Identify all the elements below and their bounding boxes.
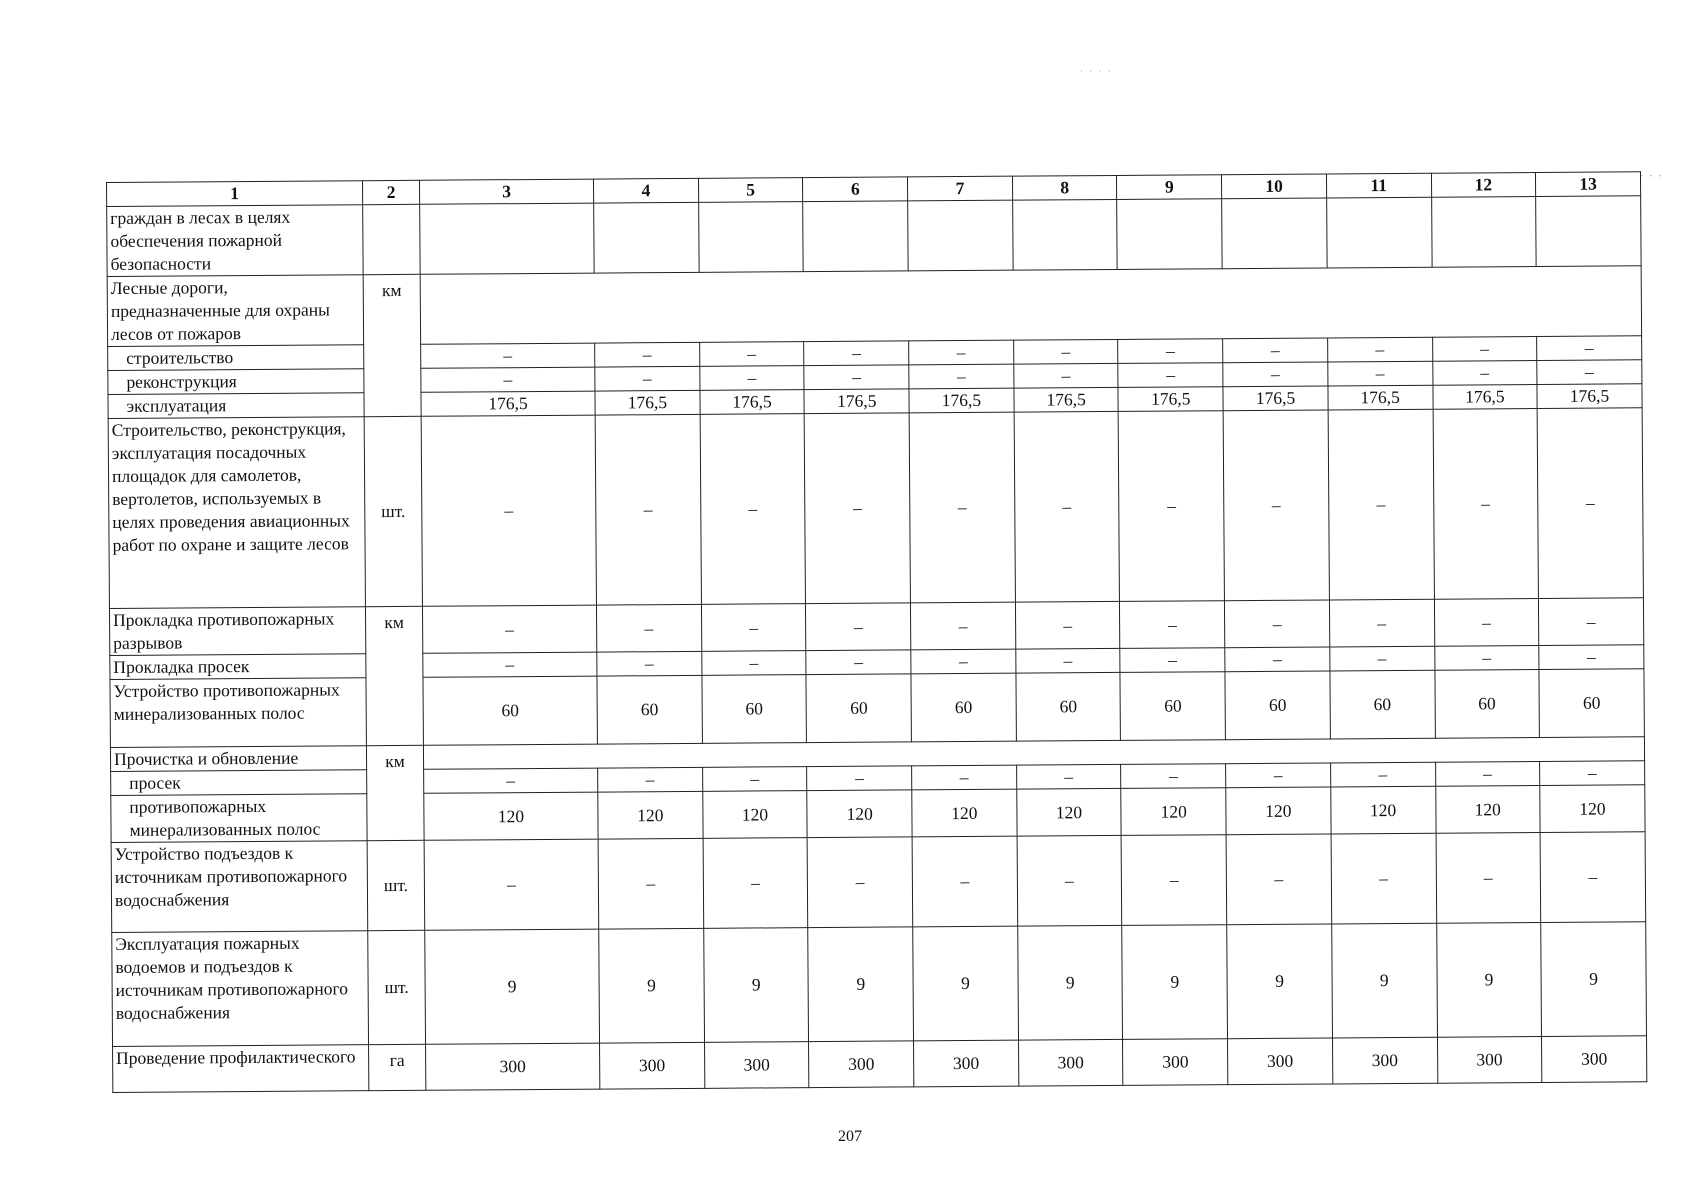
value-cell: – (1432, 337, 1537, 362)
value-cell: 300 (1018, 1039, 1123, 1086)
row-label: эксплуатация (108, 393, 364, 419)
value-cell (698, 202, 803, 273)
value-cell: 300 (1437, 1036, 1542, 1083)
scan-artifact: - - - (1640, 170, 1664, 180)
value-cell: 9 (1436, 923, 1541, 1038)
value-cell: 9 (808, 927, 913, 1042)
value-cell: – (1226, 763, 1331, 788)
row-label: реконструкция (108, 369, 364, 395)
value-cell: – (1327, 337, 1432, 362)
unit-cell: км (363, 274, 421, 416)
value-cell: 60 (423, 676, 597, 745)
value-cell: 300 (704, 1042, 809, 1089)
value-cell (803, 201, 908, 272)
value-cell: 60 (1539, 669, 1644, 738)
value-cell: – (1433, 409, 1539, 600)
table-row (108, 408, 1643, 609)
value-cell (1117, 199, 1222, 270)
column-header: 9 (1117, 175, 1222, 200)
value-cell: – (1014, 363, 1119, 388)
value-cell: – (595, 366, 700, 391)
value-cell: 300 (809, 1041, 914, 1088)
value-cell: – (1435, 762, 1540, 787)
value-cell: 176,5 (1223, 386, 1328, 411)
value-cell: 60 (1330, 670, 1435, 739)
row-label: Строительство, реконструкция, эксплуатация посадочных площадок для самолетов, вертолетов, используемых в целях проведения авиационных работ по охране и защите лесов (108, 417, 365, 609)
value-cell: – (1119, 411, 1225, 602)
column-header: 8 (1012, 175, 1117, 200)
value-cell: – (703, 838, 808, 929)
value-cell: – (1539, 598, 1644, 646)
value-cell: 176,5 (421, 391, 595, 416)
value-cell: – (1329, 599, 1434, 647)
row-label: противопожарных минерализованных полос (111, 794, 367, 843)
value-cell: – (912, 765, 1017, 790)
value-cell: – (700, 414, 806, 605)
value-cell: – (1328, 361, 1433, 386)
value-cell: 60 (1434, 670, 1539, 739)
row-label: граждан в лесах в целях обеспечения пожарной безопасности (107, 205, 363, 277)
value-cell: – (1015, 601, 1120, 649)
column-header: 10 (1222, 174, 1327, 199)
value-cell: – (1330, 646, 1435, 671)
value-cell: 120 (598, 791, 703, 839)
value-cell: – (1330, 762, 1435, 787)
value-cell: 120 (1435, 786, 1540, 834)
table-row (107, 266, 1641, 347)
value-cell: – (1016, 648, 1121, 673)
value-cell: 120 (424, 792, 598, 840)
column-header: 11 (1326, 173, 1431, 198)
unit-cell: км (366, 745, 424, 840)
value-cell: 176,5 (909, 388, 1014, 413)
value-cell: 120 (1121, 788, 1226, 836)
value-cell: 176,5 (1328, 385, 1433, 410)
value-cell: – (911, 602, 1016, 650)
value-cell: – (1013, 339, 1118, 364)
value-cell: – (1226, 834, 1331, 925)
value-cell (1536, 196, 1641, 267)
value-cell: – (1331, 833, 1436, 924)
scan-artifact: · · · · (1080, 66, 1113, 76)
value-cell: 300 (914, 1040, 1019, 1087)
value-cell (908, 200, 1013, 271)
value-cell: – (807, 837, 912, 928)
value-cell: 60 (597, 675, 702, 744)
value-cell: – (596, 604, 701, 652)
page-number: 207 (838, 1128, 862, 1145)
value-cell (1012, 199, 1117, 270)
value-cell: – (1118, 339, 1223, 364)
value-cell: – (1017, 835, 1122, 926)
value-cell: – (595, 414, 701, 605)
value-cell: – (423, 652, 597, 677)
column-header: 5 (698, 178, 803, 203)
row-label: Прокладка противопожарных разрывов (109, 607, 365, 656)
value-cell: 120 (807, 790, 912, 838)
column-header: 7 (908, 176, 1013, 201)
value-cell: – (701, 604, 806, 652)
value-cell: – (1014, 411, 1120, 602)
value-cell: – (1540, 761, 1645, 786)
value-cell: – (1537, 360, 1642, 385)
value-cell: – (1225, 647, 1330, 672)
value-cell: – (1122, 835, 1227, 926)
value-cell: – (1434, 599, 1539, 647)
value-cell: 176,5 (1537, 384, 1642, 409)
column-header: 12 (1431, 173, 1536, 198)
value-cell (1222, 198, 1327, 269)
row-label: Эксплуатация пожарных водоемов и подъездов к источникам противопожарного водоснабжения (112, 931, 369, 1047)
value-cell: 120 (702, 791, 807, 839)
value-cell: 9 (1541, 922, 1646, 1037)
value-cell: 120 (1017, 788, 1122, 836)
row-label: Устройство противопожарных минерализованных полос (110, 678, 366, 748)
value-cell: – (424, 768, 598, 793)
row-label: Проведение профилактического (113, 1045, 369, 1093)
table-row (107, 196, 1641, 277)
value-cell: – (424, 839, 599, 930)
value-cell (1326, 197, 1431, 268)
table-row (111, 832, 1645, 933)
value-cell: – (1223, 338, 1328, 363)
empty-span-cell (420, 266, 1641, 345)
value-cell: – (597, 651, 702, 676)
value-cell: – (699, 366, 804, 391)
value-cell: 300 (1332, 1037, 1437, 1084)
value-cell: 176,5 (804, 389, 909, 414)
value-cell: 120 (1540, 785, 1645, 833)
value-cell: – (701, 651, 806, 676)
row-label: Прочистка и обновление (110, 746, 366, 772)
value-cell: – (595, 342, 700, 367)
value-cell: – (1537, 408, 1643, 599)
value-cell: – (1225, 600, 1330, 648)
value-cell: – (1436, 833, 1541, 924)
value-cell: 9 (1017, 925, 1122, 1040)
value-cell: 176,5 (1118, 387, 1223, 412)
value-cell: 9 (425, 929, 600, 1044)
value-cell: – (1432, 361, 1537, 386)
row-label: Устройство подъездов к источникам противопожарного водоснабжения (111, 841, 368, 933)
row-label: Лесные дороги, предназначенные для охраны лесов от пожаров (107, 275, 363, 347)
table-row (110, 669, 1644, 748)
value-cell: – (1434, 646, 1539, 671)
value-cell (420, 203, 594, 274)
column-header: 4 (593, 178, 698, 203)
value-cell: – (1121, 764, 1226, 789)
value-cell: 9 (1332, 923, 1437, 1038)
unit-cell: шт. (368, 930, 426, 1044)
value-cell: 300 (1542, 1036, 1647, 1083)
row-label: строительство (108, 345, 364, 371)
column-header: 3 (419, 179, 593, 204)
value-cell: 176,5 (1014, 387, 1119, 412)
value-cell: – (699, 342, 804, 367)
unit-cell (363, 204, 420, 274)
value-cell: – (909, 412, 1015, 603)
value-cell: 300 (426, 1043, 600, 1090)
value-cell: – (804, 341, 909, 366)
value-cell: 60 (806, 674, 911, 743)
value-cell: – (1540, 832, 1645, 923)
value-cell: – (1537, 336, 1642, 361)
value-cell: – (422, 605, 596, 653)
value-cell: 9 (1227, 924, 1332, 1039)
value-cell: – (1016, 764, 1121, 789)
unit-cell: га (369, 1044, 426, 1090)
value-cell: – (702, 767, 807, 792)
value-cell: – (1120, 601, 1225, 649)
value-cell: 176,5 (700, 390, 805, 415)
column-header: 13 (1536, 172, 1641, 197)
value-cell: 120 (1226, 787, 1331, 835)
row-label: Прокладка просек (110, 654, 366, 680)
value-cell: – (912, 836, 1017, 927)
unit-cell: км (365, 606, 423, 745)
value-cell: 300 (1123, 1039, 1228, 1086)
value-cell: 9 (1122, 925, 1227, 1040)
forest-fire-measures-table (106, 171, 1647, 1093)
column-header: 2 (362, 180, 419, 204)
table-row (113, 1036, 1647, 1093)
value-cell: 120 (1331, 786, 1436, 834)
value-cell (1431, 197, 1536, 268)
value-cell: – (598, 838, 703, 929)
value-cell: 300 (600, 1042, 705, 1089)
value-cell: – (909, 340, 1014, 365)
value-cell: 60 (1016, 672, 1121, 741)
value-cell: – (911, 649, 1016, 674)
value-cell: 176,5 (595, 390, 700, 415)
value-cell: – (909, 364, 1014, 389)
column-header: 1 (107, 181, 363, 207)
value-cell: – (421, 415, 596, 606)
value-cell: 9 (599, 928, 704, 1043)
value-cell: – (1223, 410, 1329, 601)
table-row (112, 922, 1647, 1047)
value-cell: 120 (912, 789, 1017, 837)
value-cell: – (807, 766, 912, 791)
value-cell: – (421, 367, 595, 392)
value-cell: 9 (703, 928, 808, 1043)
value-cell: – (1539, 645, 1644, 670)
column-header: 6 (803, 177, 908, 202)
value-cell: – (805, 413, 911, 604)
value-cell: – (806, 603, 911, 651)
value-cell: – (1223, 362, 1328, 387)
row-label: просек (111, 770, 367, 796)
value-cell: – (598, 767, 703, 792)
value-cell: 9 (913, 926, 1018, 1041)
value-cell: – (1328, 409, 1434, 600)
value-cell: 60 (1225, 671, 1330, 740)
unit-cell: шт. (367, 840, 425, 930)
value-cell: 60 (1120, 672, 1225, 741)
value-cell: 60 (911, 673, 1016, 742)
value-cell: 300 (1228, 1038, 1333, 1085)
unit-cell: шт. (364, 416, 422, 606)
value-cell: – (1120, 648, 1225, 673)
value-cell: – (421, 343, 595, 368)
value-cell: 60 (702, 675, 807, 744)
value-cell (594, 202, 699, 273)
value-cell: – (1118, 363, 1223, 388)
value-cell: – (806, 650, 911, 675)
value-cell: 176,5 (1432, 385, 1537, 410)
value-cell: – (804, 365, 909, 390)
